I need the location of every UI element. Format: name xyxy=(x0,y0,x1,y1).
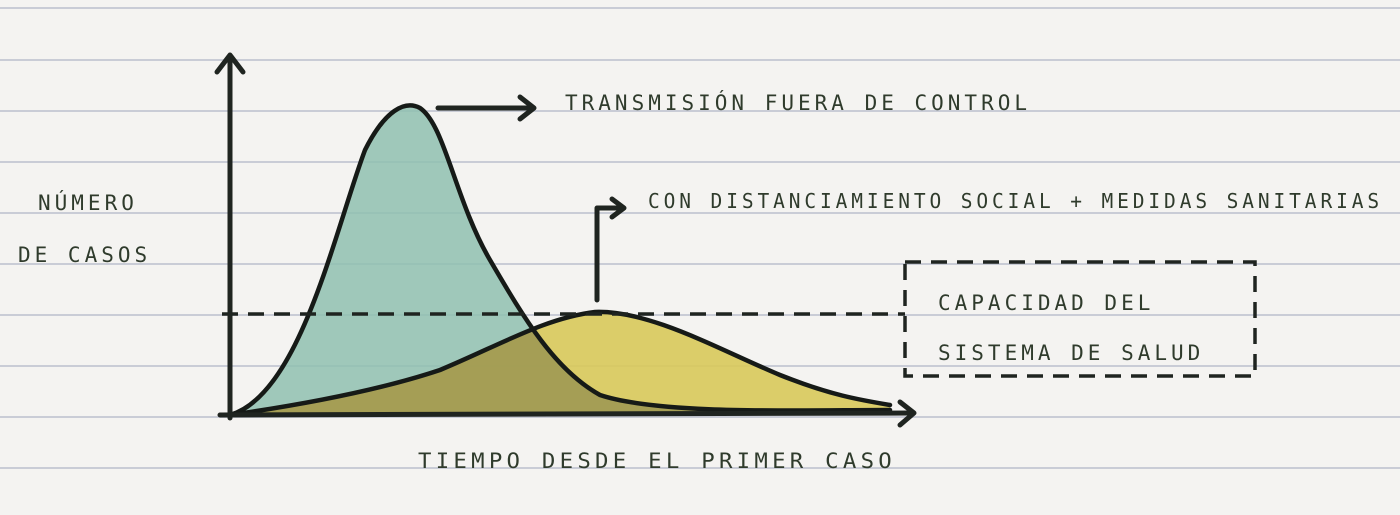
x-axis-label: TIEMPO DESDE EL PRIMER CASO xyxy=(418,449,896,473)
y-axis xyxy=(217,55,243,418)
y-axis-label-line2: DE CASOS xyxy=(18,243,152,267)
peak-low-label: CON DISTANCIAMIENTO SOCIAL + MEDIDAS SANITARIAS xyxy=(648,189,1383,213)
peak-low-arrow xyxy=(597,199,624,300)
peak-high-arrow xyxy=(438,97,534,119)
capacity-label-line1: CAPACIDAD DEL xyxy=(938,291,1155,315)
y-axis-label-line1: NÚMERO xyxy=(38,191,138,215)
peak-high-label: TRANSMISIÓN FUERA DE CONTROL xyxy=(565,91,1032,115)
capacity-label-line2: SISTEMA DE SALUD xyxy=(938,341,1205,365)
